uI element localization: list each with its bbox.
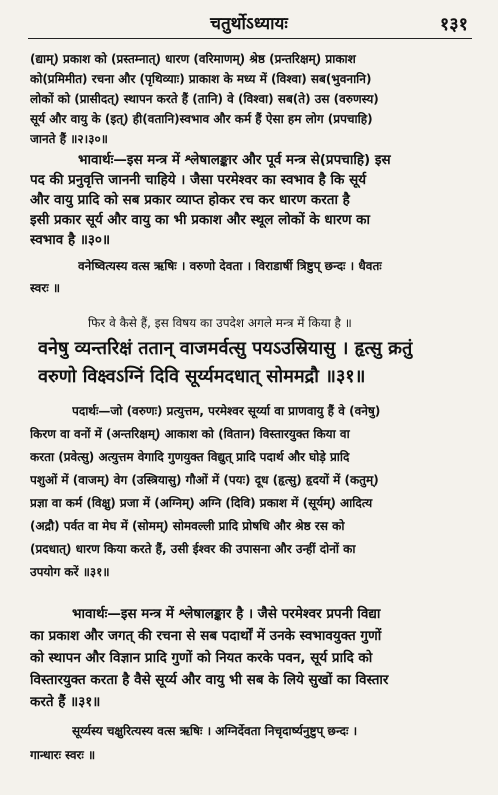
intro-line: फिर वे कैसे हैं, इस विषय का उपदेश अगले मन्त्र में किया है ॥ (88, 316, 352, 330)
page-number: १३१ (439, 14, 468, 35)
text-line: किरण वा वनों में (अन्तरिक्षम्) आकाश को (वितान) विस्तारयुक्त किया वा (30, 427, 350, 441)
text-line: उपयोग करें ॥३१॥ (30, 565, 110, 579)
rishi-line: स्वरः ॥ (30, 281, 61, 295)
text-line: और वायु प्रादि को सब प्रकार व्याप्त होकर रच कर धारण करता है (30, 192, 350, 208)
rishi-line: गान्धारः स्वरः ॥ (30, 748, 96, 762)
text-line: का प्रकाश और जगत् की रचना से सब पदार्थों में उनके स्वभावयुक्त गुणों (30, 628, 382, 644)
text-line: भावार्थः—इस मन्त्र में श्लेषालङ्कार और पूर्व मन्त्र से(प्रपचाहि) इस (78, 152, 391, 168)
text-line: (अद्रौ) पर्वत वा मेघ में (सोमम्) सोमवल्ली प्रादि प्रोषधि और श्रेष्ठ रस को (30, 519, 345, 533)
text-line: विस्तारयुक्त करता है वैसे सूर्य्य और वायु भी सब के लिये सुखों का विस्तार (30, 672, 389, 688)
text-line: (द्याम्) प्रकाश को (प्रस्तम्नात्) धारण (वरिमाणम्) श्रेष्ठ (प्रन्तरिक्षम्) प्राकाश (30, 52, 356, 66)
text-line: सूर्य और वायु के (इत्) ही(वतानि)स्वभाव और कर्म हैं ऐसा हम लोग (प्रपचाहि) (30, 112, 373, 126)
page-header (30, 8, 468, 36)
text-line: करते हैं ॥३१॥ (30, 694, 101, 710)
text-line: लोकों को (प्रासीदत्) स्थापन करते हैं (तानि) वे (विश्वा) सब(ते) उस (वरुणस्य) (30, 92, 379, 106)
chapter-title: चतुर्थोऽध्यायः (210, 13, 288, 34)
text-line: को(प्रमिमीत) रचना और (पृथिव्याः) प्राकाश के मध्य में (विश्वा) सब(भुवनानि) (30, 72, 372, 86)
verse-line: वरुणो विक्ष्वऽग्निं दिवि सूर्य्यमदधात् सोममद्रौ ॥३१॥ (38, 366, 366, 387)
text-line: (प्रदधात्) धारण किया करते हैं, उसी ईश्वर की उपासना और उन्हीं दोनों का (30, 542, 356, 556)
text-line: जानते हैं ॥२।३०॥ (30, 132, 108, 146)
text-line: करता (प्रवेत्सु) अत्युत्तम वेगादि गुणयुक्त विद्युत् प्रादि पदार्थ और घोड़े प्रादि (30, 450, 350, 464)
rishi-line: सूर्य्यस्य चक्षुरित्यस्य वत्स ऋषिः । अग्निर्देवता निचृदार्ष्यनुष्टुप् छन्दः । (72, 724, 358, 738)
rishi-line: वनेष्वित्यस्य वत्स ऋषिः । वरुणो देवता । विराडार्षी त्रिष्टुप् छन्दः । धैवतः (78, 259, 382, 273)
text-line: इसी प्रकार सूर्य और वायु का भी प्रकाश और स्थूल लोकों के धारण का (30, 212, 371, 228)
text-line: पशुओं में (वाजम्) वेग (उस्त्रियासु) गौओं में (पयः) दूध (हृत्सु) हृदयों में (कतुम्) (30, 473, 379, 487)
text-line: पद की प्रनुवृत्ति जाननी चाहिये । जैसा परमेश्वर का स्वभाव है कि सूर्य (30, 172, 367, 188)
verse-line: वनेषु व्यन्तरिक्षं ततान् वाजमर्वत्सु पयऽउस्रियासु । हृत्सु क्रतुं (38, 338, 413, 359)
text-line: प्रज्ञा वा कर्म (विक्षु) प्रजा में (अग्निम्) अग्नि (दिवि) प्रकाश में (सूर्यम्) आदित्य (30, 496, 373, 510)
text-line: स्वभाव है ॥३०॥ (30, 232, 111, 248)
text-line: भावार्थः—इस मन्त्र में श्लेषालङ्कार है । जैसे परमेश्वर प्रपनी विद्या (72, 606, 381, 622)
text-line: पदार्थः—जो (वरुणः) प्रत्युत्तम, परमेश्वर सूर्य्या वा प्राणवायु हैं वे (वनेषु) (72, 404, 381, 418)
text-line: को स्थापन और विज्ञान प्रादि गुणों को नियत करके पवन, सूर्य प्रादि को (30, 650, 373, 666)
header-rule (28, 38, 472, 39)
